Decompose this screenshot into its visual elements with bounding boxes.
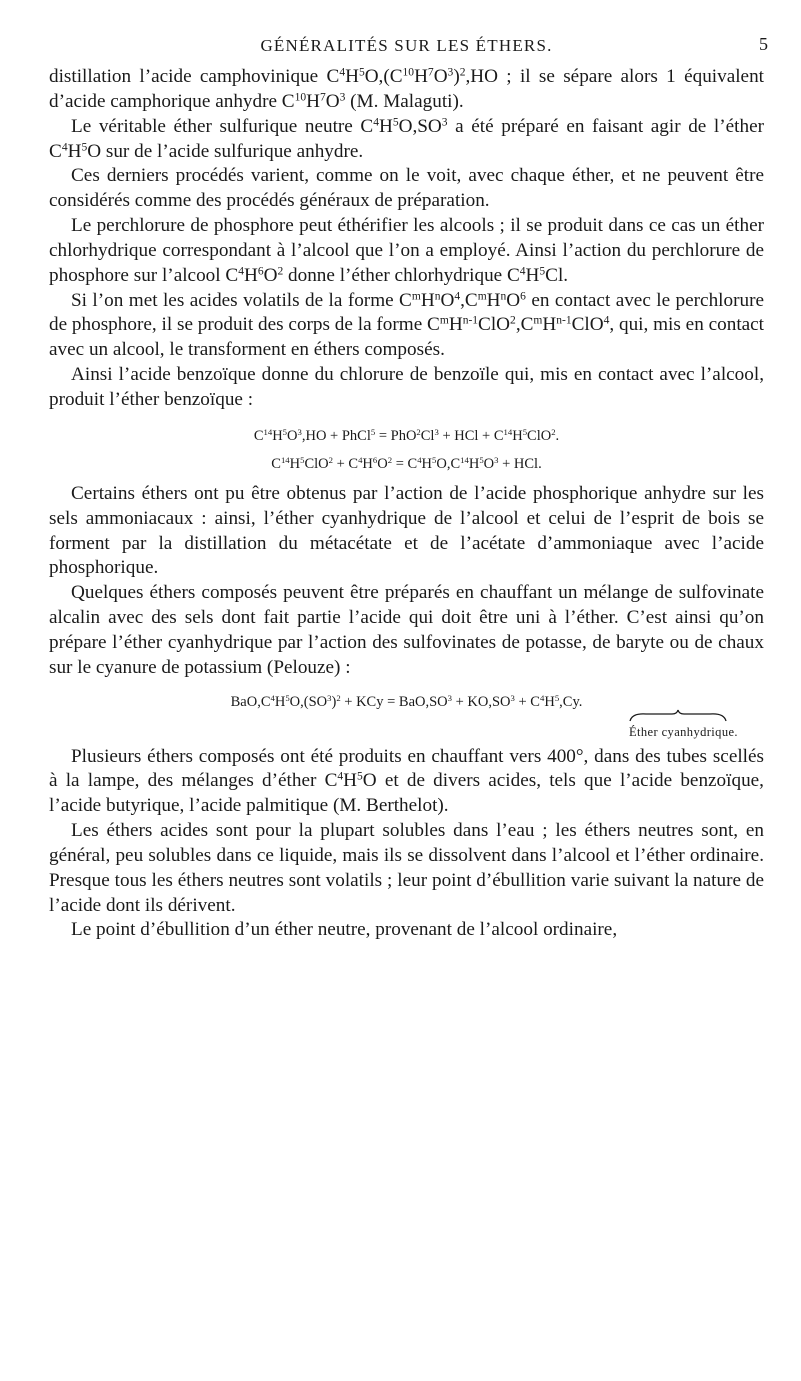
- underbrace-icon: [628, 709, 728, 723]
- running-header: [49, 34, 768, 60]
- equation-3: $BaO,C^4H^5O,(SO^3)^2$ + KCy = $BaO,SO^3 + KO,SO^3 + C^4H^5,Cy$.: [230, 692, 583, 710]
- paragraph-10: Les éthers acides sont pour la plupart solubles dans l’eau ; les éthers neutres sont, en général, peu solubles dans ce liquide, mais ils se dissolvent dans l’alcool et l’éther ordinaire. Presque tous les éthers neutres sont volatils ; leur point d’ébullition varie suivant la nature de l’acide dont ils dérivent.: [49, 820, 764, 916]
- running-title: GÉNÉRALITÉS SUR LES ÉTHERS.: [260, 36, 553, 55]
- equation-2: $C^{14}H^5ClO^2 + C^4H^6O^2 = C^4H^5O,C^{14}H^5O^3$ + HCl.: [271, 455, 542, 472]
- paragraph-7: Certains éthers ont pu être obtenus par l’action de l’acide phosphorique anhydre sur les sels ammoniacaux : ainsi, l’éther cyanhydrique de l’alcool et celui de l’esprit de bois se forment par la distillation du métacétate et de l’acétate d’ammoniaque avec l’acide phosphorique.: [49, 482, 764, 579]
- paragraph-11: Le point d’ébullition d’un éther neutre, provenant de l’alcool ordinaire,: [71, 919, 618, 941]
- equation-block-benzoic: [49, 425, 764, 476]
- paragraph-2: Le véritable éther sulfurique neutre $C^4H^5O,SO^3$ a été préparé en faisant agir de l’éther $C^4H^5O$ sur de l’acide sulfurique anhydre.: [49, 115, 764, 162]
- paragraph-9: Plusieurs éthers composés ont été produits en chauffant vers 400°, dans des tubes scellés à la lampe, des mélanges d’éther $C^4H^5O$ et de divers acides, tels que l’acide benzoïque, l’acide butyrique, l’acide palmitique (M. Berthelot).: [49, 745, 764, 817]
- page-number: 5: [759, 34, 768, 54]
- paragraph-6: Ainsi l’acide benzoïque donne du chlorure de benzoïle qui, mis en contact avec l’alcool, produit l’éther benzoïque :: [49, 364, 764, 410]
- paragraph-3: Ces derniers procédés varient, comme on le voit, avec chaque éther, et ne peuvent être considérés comme des procédés généraux de préparation.: [49, 165, 764, 212]
- equation-3-annotation: [49, 711, 764, 737]
- equation-3-label: Éther cyanhydrique.: [629, 724, 738, 739]
- paragraph-4: Le perchlorure de phosphore peut éthérifier les alcools ; il se produit dans ce cas un éther chlorhydrique correspondant à l’alcool que l’on a employé. Ainsi l’action du perchlorure de phosphore sur l’alcool $C^4H^6O^2$ donne l’éther chlorhydrique $C^4H^5Cl$.: [49, 215, 764, 286]
- paragraph-5: Si l’on met les acides volatils de la forme $C^mH^nO^4,C^mH^nO^6$ en contact avec le perchlorure de phosphore, il se produit des corps de la forme $C^mH^{n-1}ClO^2,C^mH^{n-1}ClO^4$, qui, mis en contact avec un alcool, le transforment en éthers composés.: [49, 289, 765, 361]
- paragraph-1: distillation l’acide camphovinique $C^4H^5O,(C^{10}H^7O^3)^2,HO$ ; il se sépare alors 1 équivalent d’acide camphorique anhydre $C^{10}H^7O^3$ (M. Malaguti).: [49, 66, 764, 112]
- equation-1: $C^{14}H^5O^3,HO$ + PhCl$^5$ = $PhO^2Cl^3$ + HCl + $C^{14}H^5ClO^2$.: [253, 427, 560, 444]
- book-page: [49, 34, 768, 943]
- paragraph-8: Quelques éthers composés peuvent être préparés en chauffant un mélange de sulfovinate alcalin avec des sels dont fait partie l’acide qui doit être uni à l’éther. C’est ainsi qu’on prépare l’éther cyanhydrique par l’action des sulfovinates de potasse, de baryte ou de chaux sur le cyanure de potassium (Pelouze) :: [49, 582, 764, 678]
